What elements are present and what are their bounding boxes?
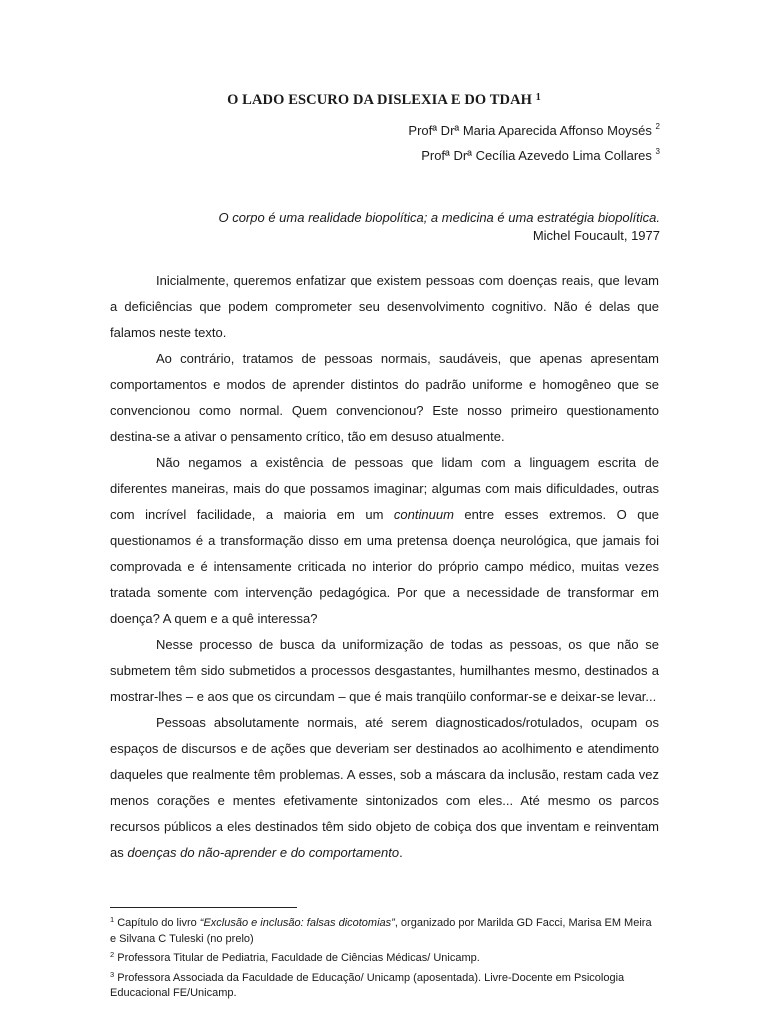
footnote-book-title: “Exclusão e inclusão: falsas dicotomias” — [199, 917, 395, 929]
epigraph — [218, 209, 660, 245]
paragraph: Nesse processo de busca da uniformização de todas as pessoas, os que não se submetem têm sido submetidos a processos desgastantes, humilhantes mesmo, destinados a mostrar-lhes – e aos que os circundam – que é mais tranqüilo conformar-se e deixar-se levar... — [110, 637, 659, 704]
paragraph-text: Pessoas absolutamente normais, até serem diagnosticados/rotulados, ocupam os espaços de discursos e de ações que deveriam ser destinados ao acolhimento e atendimento daqueles que realmente têm problemas. A esses, sob a máscara da inclusão, restam cada vez menos corações e mentes efetivamente sintonizados com eles... Até mesmo os parcos recursos públicos a eles destinados têm sido objeto de cobiça dos que inventam e reinventam as — [110, 715, 659, 860]
footnote — [110, 967, 659, 1002]
epigraph-quote: O corpo é uma realidade biopolítica; a medicina é uma estratégia biopolítica. — [218, 210, 660, 225]
author-footnote-ref: 3 — [655, 147, 660, 156]
paragraph: Inicialmente, queremos enfatizar que existem pessoas com doenças reais, que levam a deficiências que podem comprometer seu desenvolvimento cognitivo. Não é delas que falamos neste texto. — [110, 273, 659, 340]
footnote-text: Professora Titular de Pediatria, Faculdade de Ciências Médicas/ Unicamp. — [117, 952, 480, 965]
title-footnote-ref: 1 — [535, 92, 541, 103]
document-title — [0, 92, 768, 109]
paragraph: Ao contrário, tratamos de pessoas normais, saudáveis, que apenas apresentam comportamentos e modos de aprender distintos do padrão uniforme e homogêneo que se convencionou como normal. Quem convencionou? Este nosso primeiro questionamento destina-se a ativar o pensamento crítico, tão em desuso atualmente. — [110, 351, 659, 444]
footnotes — [110, 912, 659, 1002]
document-title-text: O LADO ESCURO DA DISLEXIA E DO TDAH — [227, 92, 533, 108]
footnote — [110, 912, 659, 947]
paragraph-text: Não negamos a existência de pessoas que lidam com a linguagem escrita de diferentes maneiras, mais do que possamos imaginar; algumas com mais dificuldades, outras com incrível facilidade, a maioria em um — [110, 455, 659, 522]
footnote-text: , organizado por Marilda GD Facci, Marisa EM Meira e Silvana C Tuleski (no prelo) — [110, 917, 652, 945]
paragraph-text: . — [399, 845, 403, 860]
footnote-number: 3 — [110, 969, 115, 979]
footnote-number: 2 — [110, 950, 115, 960]
footnote-number: 1 — [110, 915, 115, 924]
author-name: Profª Drª Cecília Azevedo Lima Collares — [421, 148, 652, 163]
paragraph — [110, 450, 659, 632]
paragraph-text: entre esses extremos. O que questionamos é a transformação disso em uma pretensa doença neurológica, que jamais foi comprovada e é intensamente criticada no interior do próprio campo médico, muitas vezes tratada somente com intervenção pedagógica. Por que a necessidade de transformar em doença? A quem e a quê interessa? — [110, 507, 659, 626]
footnote-divider — [110, 907, 297, 908]
author-line — [408, 116, 660, 141]
author-line — [408, 141, 660, 166]
document-body — [110, 268, 659, 866]
footnote-text: Professora Associada da Faculdade de Educação/ Unicamp (aposentada). Livre-Docente em Psicologia Educacional FE/Unicamp. — [110, 971, 625, 1000]
author-footnote-ref: 2 — [655, 122, 660, 131]
author-list — [408, 116, 660, 166]
paragraph — [110, 710, 659, 866]
emphasis-text: continuum — [393, 507, 454, 522]
emphasis-text: doenças do não-aprender e do comportamento — [127, 845, 400, 860]
footnote-text: Capítulo do livro — [117, 917, 200, 929]
author-name: Profª Drª Maria Aparecida Affonso Moysés — [408, 123, 652, 138]
epigraph-attribution: Michel Foucault, 1977 — [532, 228, 660, 243]
footnote — [110, 947, 659, 967]
